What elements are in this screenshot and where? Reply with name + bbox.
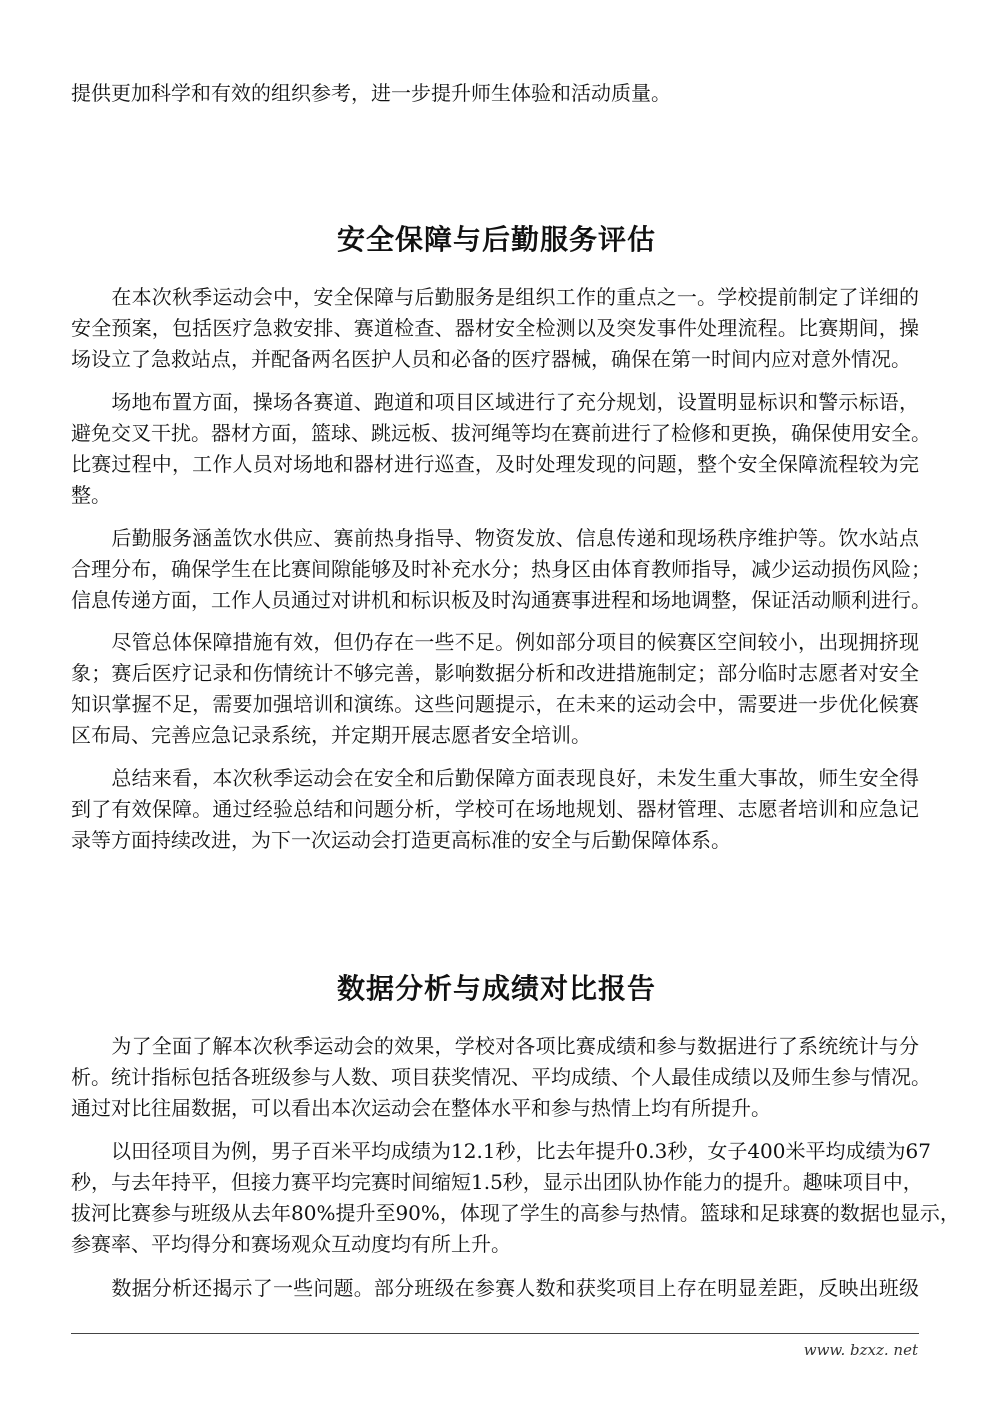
paragraph-line: 拔河比赛参与班级从去年80%提升至90%，体现了学生的高参与热情。篮球和足球赛的数据也显示， [71, 1201, 960, 1225]
paragraph-line: 整。 [71, 483, 111, 507]
paragraph-line: 信息传递方面，工作人员通过对讲机和标识板及时沟通赛事进程和场地调整，保证活动顺利进行。 [71, 588, 931, 612]
paragraph-line: 通过对比往届数据，可以看出本次运动会在整体水平和参与热情上均有所提升。 [71, 1096, 771, 1120]
footer-divider [71, 1333, 919, 1334]
paragraph-line: 象；赛后医疗记录和伤情统计不够完善，影响数据分析和改进措施制定；部分临时志愿者对安全 [71, 661, 919, 685]
paragraph-line: 到了有效保障。通过经验总结和问题分析，学校可在场地规划、器材管理、志愿者培训和应急记 [71, 797, 919, 821]
paragraph-line: 比赛过程中，工作人员对场地和器材进行巡查，及时处理发现的问题，整个安全保障流程较为完 [71, 452, 919, 476]
paragraph-line: 知识掌握不足，需要加强培训和演练。这些问题提示，在未来的运动会中，需要进一步优化候赛 [71, 692, 919, 716]
paragraph-line: 场设立了急救站点，并配备两名医护人员和必备的医疗器械，确保在第一时间内应对意外情况。 [71, 347, 911, 371]
paragraph-line: 尽管总体保障措施有效，但仍存在一些不足。例如部分项目的候赛区空间较小，出现拥挤现 [71, 630, 919, 654]
paragraph-line: 场地布置方面，操场各赛道、跑道和项目区域进行了充分规划，设置明显标识和警示标语， [71, 390, 919, 414]
paragraph-line: 合理分布，确保学生在比赛间隙能够及时补充水分；热身区由体育教师指导，减少运动损伤风险； [71, 557, 931, 581]
paragraph-line: 总结来看，本次秋季运动会在安全和后勤保障方面表现良好，未发生重大事故，师生安全得 [71, 766, 919, 790]
paragraph-line: 避免交叉干扰。器材方面，篮球、跳远板、拔河绳等均在赛前进行了检修和更换，确保使用安全。 [71, 421, 931, 445]
paragraph-line: 在本次秋季运动会中，安全保障与后勤服务是组织工作的重点之一。学校提前制定了详细的 [71, 285, 919, 309]
section-heading: 安全保障与后勤服务评估 [336, 223, 656, 256]
paragraph-line: 区布局、完善应急记录系统，并定期开展志愿者安全培训。 [71, 723, 591, 747]
paragraph-line: 为了全面了解本次秋季运动会的效果，学校对各项比赛成绩和参与数据进行了系统统计与分 [71, 1034, 919, 1058]
paragraph-line: 秒，与去年持平，但接力赛平均完赛时间缩短1.5秒，显示出团队协作能力的提升。趣味项目中， [71, 1170, 923, 1194]
paragraph-line: 提供更加科学和有效的组织参考，进一步提升师生体验和活动质量。 [71, 81, 671, 105]
paragraph-line: 录等方面持续改进，为下一次运动会打造更高标准的安全与后勤保障体系。 [71, 828, 731, 852]
section-heading: 数据分析与成绩对比报告 [336, 972, 656, 1005]
paragraph-line: 参赛率、平均得分和赛场观众互动度均有所上升。 [71, 1232, 511, 1256]
paragraph-line: 数据分析还揭示了一些问题。部分班级在参赛人数和获奖项目上存在明显差距，反映出班级 [71, 1276, 919, 1300]
footer-url: www. bzxz. net [803, 1341, 918, 1359]
paragraph-line: 析。统计指标包括各班级参与人数、项目获奖情况、平均成绩、个人最佳成绩以及师生参与情况。 [71, 1065, 931, 1089]
paragraph-line: 安全预案，包括医疗急救安排、赛道检查、器材安全检测以及突发事件处理流程。比赛期间，操 [71, 316, 919, 340]
paragraph-line: 以田径项目为例，男子百米平均成绩为12.1秒，比去年提升0.3秒，女子400米平均成绩为67 [71, 1139, 931, 1163]
paragraph-line: 后勤服务涵盖饮水供应、赛前热身指导、物资发放、信息传递和现场秩序维护等。饮水站点 [71, 526, 919, 550]
